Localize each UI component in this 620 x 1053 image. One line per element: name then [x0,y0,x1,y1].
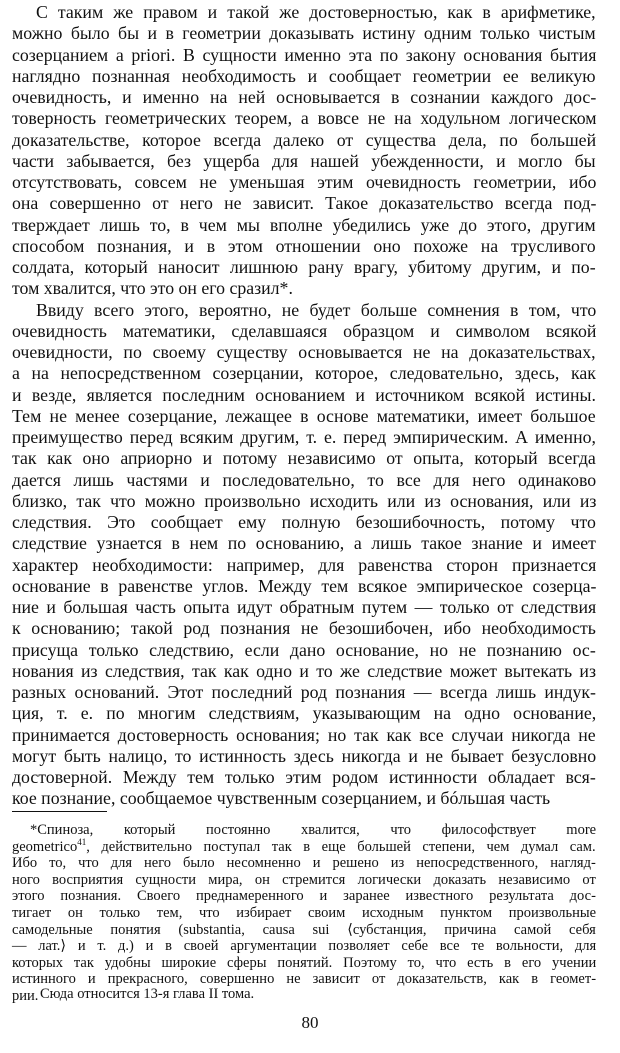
footnote-note: Сюда относится 13-я глава II тома. [40,986,255,1002]
text-line: нования из следствия, так как одно и то же следствие может вытекать из [12,660,596,681]
text-line: достоверной. Между тем только этим родом истинности обладает вся- [12,767,596,787]
text-line: Тем не менее созерцание, лежащее в основе математики, имеет большое [12,405,596,426]
text-line: ция, т. е. по многим следствиям, указывающим на одно основание, [12,703,597,724]
text-line: кое познание, сообщаемое чувственным созерцанием, и бóльшая часть [12,788,551,809]
text-line: основание в равенстве углов. Между тем всякое эмпирическое созерца- [12,575,597,596]
footnote-reference: 41 [77,836,87,847]
text-line: солдата, который наносит лишнюю рану врагу, убитому другим, и по- [12,257,596,277]
text-line: созерцанием a priori. В сущности именно эта по закону основания бытия [12,44,597,65]
footnote-line: которых так удобны широкие сферы понятий. Поэтому то, что есть в его учении [12,954,597,971]
text-line: способом познания, и в этом отношении оно похоже на трусливого [12,235,596,256]
footnote-separator [12,811,107,812]
text-line: С таким же правом и такой же достоверностью, как в арифметике, [36,2,596,22]
text-line: очевидность, и именно на ней основывается в сознании каждого дос- [12,87,597,107]
text-line: присуща только следствию, если дано основание, но не познанию ос- [12,639,596,660]
text-line: к основанию; такой род познания не безошибочен, ибо необходимость [12,618,596,639]
text-line: следствия. Это сообщает ему полную безошибочность, потому что [12,512,596,532]
text-line: наглядно познанная необходимость и сообщает геометрии ее великую [12,65,596,86]
text-line: разных оснований. Этот последний род познания — всегда лишь индук- [12,682,596,702]
text-line: принимается достоверность основания; но так как все случаи никогда не [12,724,596,745]
text-line: и везде, является последним основанием и источником всякой истины. [12,384,596,405]
text-line: могут быть налицо, то истинность здесь никогда и не бывает безусловно [12,745,597,766]
footnote-text: , действительно поступал так в еще большей степени, чем думал сам. [86,838,596,855]
text-line: характер необходимости: например, для равенства сторон признается [12,554,597,575]
text-line: том хвалится, что это он его сразил*. [12,278,293,299]
text-line: так как оно априорно и потому независимо от опыта, который всегда [12,448,596,469]
text-line: близко, так что можно произвольно исходить или из основания, или из [12,490,597,511]
page-number: 80 [301,1013,319,1032]
footnote-line: истинного и прекрасного, совершенно не зависит от доказательств, как в геомет- [12,971,597,988]
text-line: можно было бы и в геометрии доказывать истину одним только чистым [12,23,596,44]
text-line: а на непосредственном созерцании, которое, следовательно, здесь, как [12,363,596,384]
text-line: очевидность математики, сделавшаяся образцом и символом всякой [12,320,597,341]
text-line: следствие узнается в нем по основанию, а лишь такое знание и имеет [12,533,596,554]
footnote-line: Ибо то, что для него было несомненно и решено из непосредственного, нагляд- [12,855,596,872]
footnote-line: тигает он только тем, что избирает своим исходным пунктом произвольные [12,905,597,921]
footnote-line: этого познания. Своего преднамеренного и заранее известного результата дос- [12,888,596,905]
text-line: доказательстве, которое всегда далеко от существа дела, по большей [12,129,597,150]
footnote-line [12,836,596,855]
footnote-line: самодельные понятия (substantia, causa sui ⟨субстанция, причина самой себя [12,921,596,938]
text-line: Ввиду всего этого, вероятно, не будет больше сомнения в том, что [36,299,597,320]
footnote-line: рии. [12,988,39,1004]
footnote-line: *Спиноза, который постоянно хвалится, что философствует more [30,822,597,838]
footnote-text: geometrico [12,838,78,855]
text-line: товерность геометрических теорем, а вовсе не на ходульном логическом [12,108,597,129]
footnote-line: ного восприятия сущности мира, он стремится логически доказать независимо от [12,871,596,888]
text-line: дается лишь частями и последовательно, то все для него одинаково [12,469,597,490]
text-line: части забывается, без ущерба для нашей убежденности, и могло бы [12,150,596,171]
text-line: ние и большая часть опыта идут обратным путем — только от следствия [12,597,597,617]
text-line: она совершенно от него не зависит. Такое доказательство всегда под- [12,193,597,214]
footnote-line: — лат.⟩ и т. д.) и в своей аргументации позволяет себе все те вольности, для [12,938,597,955]
text-line: отсутствовать, совсем не уменьшая этим очевидность геометрии, ибо [12,172,597,192]
text-line: очевидности, по своему существу основывается не на доказательствах, [12,342,596,362]
text-line: преимущество перед всяким другим, т. е. перед эмпирическим. А именно, [12,427,596,447]
text-line: тверждает лишь то, в чем мы вполне убедились уже до этого, другим [12,214,596,235]
